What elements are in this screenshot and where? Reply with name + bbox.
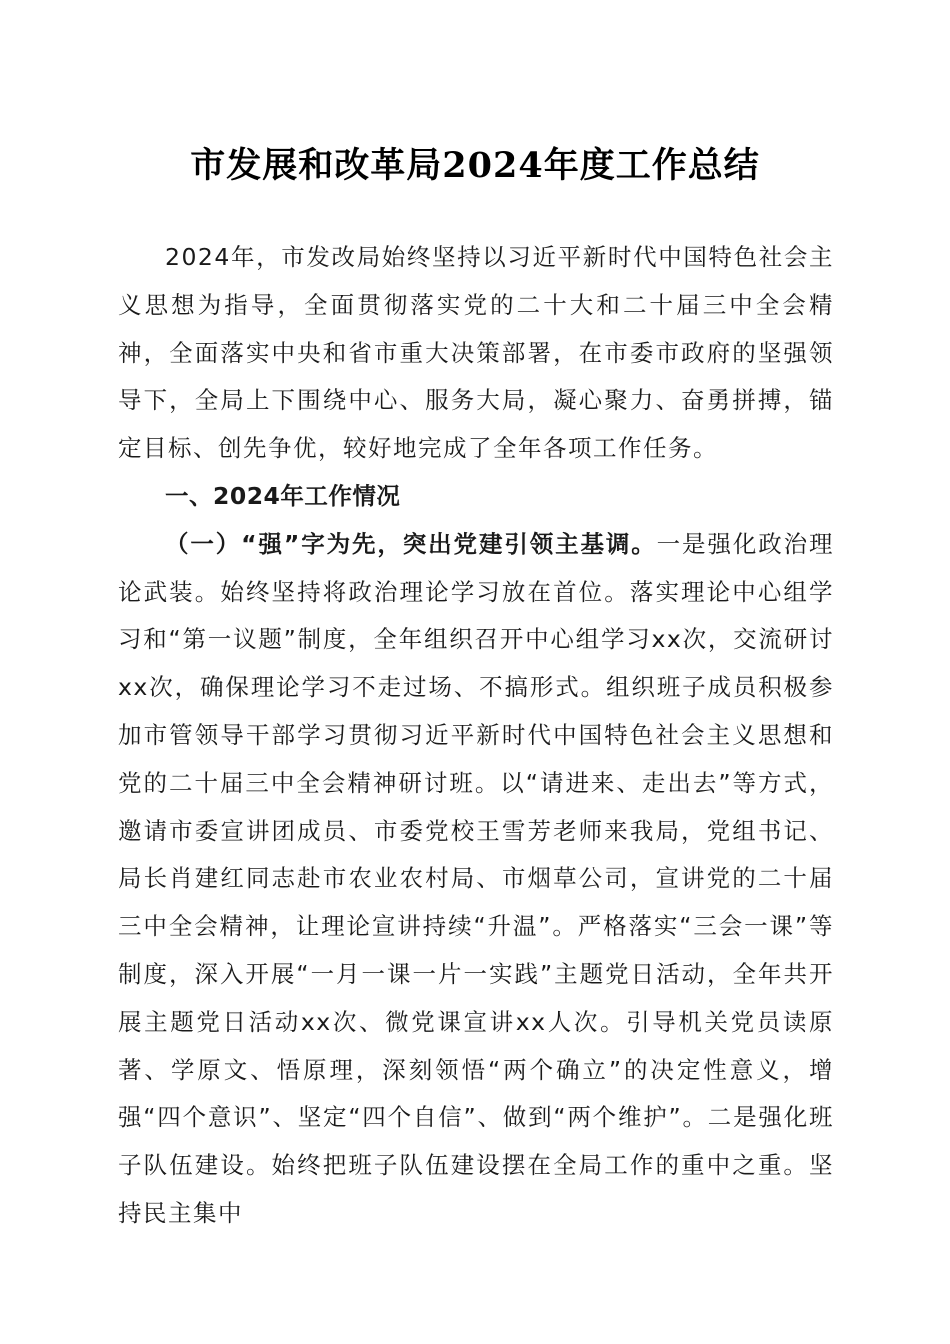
- document-title: 市发展和改革局2024年度工作总结: [190, 145, 760, 186]
- document-body: [118, 234, 834, 1238]
- subsection-lead: （一）“强”字为先，突出党建引领主基调。: [165, 529, 657, 558]
- section-heading: 一、2024年工作情况: [165, 481, 401, 510]
- subsection-paragraph: [118, 521, 834, 1238]
- subsection-text: 一是强化政治理论武装。始终坚持将政治理论学习放在首位。落实理论中心组学习和“第一议题”制度，全年组织召开中心组学习xx次，交流研讨xx次，确保理论学习不走过场、不搞形式。组织班子成员积极参加市管领导干部学习贯彻习近平新时代中国特色社会主义思想和党的二十届三中全会精神研讨班。以“请进来、走出去”等方式，邀请市委宣讲团成员、市委党校王雪芳老师来我局，党组书记、局长肖建红同志赴市农业农村局、市烟草公司，宣讲党的二十届三中全会精神，让理论宣讲持续“升温”。严格落实“三会一课”等制度，深入开展“一月一课一片一实践”主题党日活动，全年共开展主题党日活动xx次、微党课宣讲xx人次。引导机关党员读原著、学原文、悟原理，深刻领悟“两个确立”的决定性意义，增强“四个意识”、坚定“四个自信”、做到“两个维护”。二是强化班子队伍建设。始终把班子队伍建设摆在全局工作的重中之重。坚持民主集中: [118, 529, 835, 1227]
- intro-paragraph: 2024年，市发改局始终坚持以习近平新时代中国特色社会主义思想为指导，全面贯彻落实党的二十大和二十届三中全会精神，全面落实中央和省市重大决策部署，在市委市政府的坚强领导下，全局上下围绕中心、服务大局，凝心聚力、奋勇拼搏，锚定目标、创先争优，较好地完成了全年各项工作任务。: [118, 243, 834, 463]
